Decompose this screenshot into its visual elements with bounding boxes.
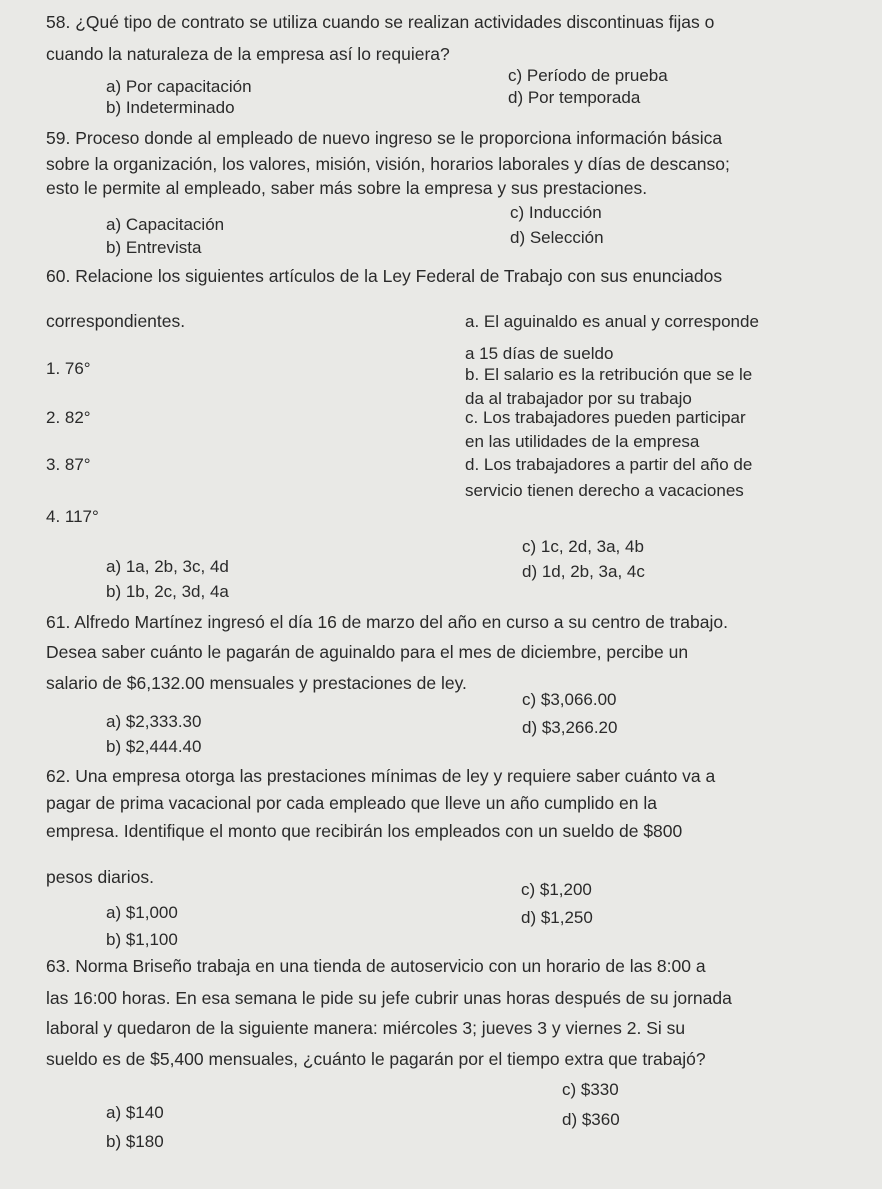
question-59-option-b: b) Entrevista	[106, 238, 202, 257]
question-59-option-c: c) Inducción	[510, 203, 602, 222]
question-63-option-a: a) $140	[106, 1103, 164, 1122]
question-63-text-line4: sueldo es de $5,400 mensuales, ¿cuánto le pagarán por el tiempo extra que trabajó?	[46, 1049, 706, 1069]
question-61-option-c: c) $3,066.00	[522, 690, 617, 709]
question-58-option-b: b) Indeterminado	[106, 98, 235, 117]
statement-line: b. El salario es la retribución que se le	[465, 365, 753, 384]
question-62-option-b: b) $1,100	[106, 930, 178, 949]
question-60-option-b: b) 1b, 2c, 3d, 4a	[106, 582, 229, 601]
question-63-text-line2: las 16:00 horas. En esa semana le pide su jefe cubrir unas horas después de su jornada	[46, 988, 732, 1008]
statement-line: d. Los trabajadores a partir del año de	[465, 455, 753, 474]
question-60-text-line2: correspondientes.	[46, 311, 186, 331]
question-60-text-line1: 60. Relacione los siguientes artículos de la Ley Federal de Trabajo con sus enunciados	[46, 266, 723, 286]
question-61-text-line3: salario de $6,132.00 mensuales y prestaciones de ley.	[46, 673, 467, 693]
question-61-text-line2: Desea saber cuánto le pagarán de aguinaldo para el mes de diciembre, percibe un	[46, 642, 689, 662]
question-60-option-c: c) 1c, 2d, 3a, 4b	[522, 537, 644, 556]
question-58-text-line1: 58. ¿Qué tipo de contrato se utiliza cuando se realizan actividades discontinuas fijas o	[46, 12, 715, 32]
statement-line: servicio tienen derecho a vacaciones	[465, 481, 744, 500]
question-59-text-line1: 59. Proceso donde al empleado de nuevo ingreso se le proporciona información básica	[46, 128, 723, 148]
statement-line: da al trabajador por su trabajo	[465, 389, 692, 408]
article-item: 4. 117°	[46, 507, 99, 526]
question-62-text-line4: pesos diarios.	[46, 867, 154, 887]
question-60-option-d: d) 1d, 2b, 3a, 4c	[522, 562, 645, 581]
question-61-text-line1: 61. Alfredo Martínez ingresó el día 16 de marzo del año en curso a su centro de trabajo.	[46, 612, 728, 632]
question-63-text-line1: 63. Norma Briseño trabaja en una tienda de autoservicio con un horario de las 8:00 a	[46, 956, 706, 976]
question-61-option-d: d) $3,266.20	[522, 718, 618, 737]
article-item: 1. 76°	[46, 359, 91, 378]
question-58-option-c: c) Período de prueba	[508, 66, 668, 85]
question-61-option-b: b) $2,444.40	[106, 737, 202, 756]
article-item: 2. 82°	[46, 408, 91, 427]
question-63-option-d: d) $360	[562, 1110, 620, 1129]
question-63-option-b: b) $180	[106, 1132, 164, 1151]
question-61-option-a: a) $2,333.30	[106, 712, 202, 731]
question-62-text-line3: empresa. Identifique el monto que recibirán los empleados con un sueldo de $800	[46, 821, 683, 841]
statement-line: en las utilidades de la empresa	[465, 432, 700, 451]
question-62-option-a: a) $1,000	[106, 903, 178, 922]
question-62-text-line2: pagar de prima vacacional por cada empleado que lleve un año cumplido en la	[46, 793, 657, 813]
question-58-option-a: a) Por capacitación	[106, 77, 252, 96]
article-item: 3. 87°	[46, 455, 91, 474]
question-59-option-a: a) Capacitación	[106, 215, 225, 234]
question-62-option-c: c) $1,200	[521, 880, 592, 899]
question-58-text-line2: cuando la naturaleza de la empresa así lo requiera?	[46, 44, 450, 64]
question-60-option-a: a) 1a, 2b, 3c, 4d	[106, 557, 229, 576]
question-63-text-line3: laboral y quedaron de la siguiente manera: miércoles 3; jueves 3 y viernes 2. Si su	[46, 1018, 686, 1038]
statement-line: c. Los trabajadores pueden participar	[465, 408, 746, 427]
question-62-option-d: d) $1,250	[521, 908, 593, 927]
question-58-option-d: d) Por temporada	[508, 88, 641, 107]
statement-line: a. El aguinaldo es anual y corresponde	[465, 312, 759, 331]
question-62-text-line1: 62. Una empresa otorga las prestaciones mínimas de ley y requiere saber cuánto va a	[46, 766, 716, 786]
question-59-text-line2: sobre la organización, los valores, misión, visión, horarios laborales y días de descanso;	[46, 154, 730, 174]
statement-line: a 15 días de sueldo	[465, 344, 614, 363]
question-59-text-line3: esto le permite al empleado, saber más sobre la empresa y sus prestaciones.	[46, 178, 648, 198]
question-59-option-d: d) Selección	[510, 228, 604, 247]
question-63-option-c: c) $330	[562, 1080, 619, 1099]
